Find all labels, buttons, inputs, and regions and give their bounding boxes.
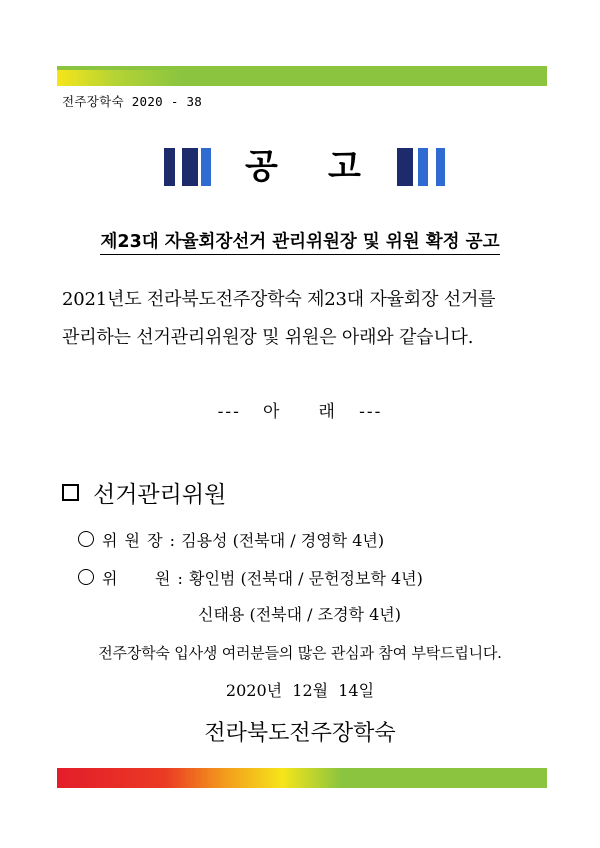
- left-middle-block: [182, 148, 198, 186]
- notice-char-1: 공: [245, 147, 278, 187]
- body-line-2: 관리하는 선거관리위원장 및 위원은 아래와 같습니다.: [62, 327, 474, 348]
- notice-subject: 제23대 자율회장선거 관리위원장 및 위원 확정 공고: [0, 228, 600, 253]
- top-color-bar: [57, 66, 547, 86]
- issuer-name: 전라북도전주장학숙: [204, 721, 396, 746]
- document-number: 전주장학숙 2020 - 38: [62, 94, 203, 109]
- member-detail: 황인범 (전북대 / 문헌정보학 4년): [189, 569, 423, 588]
- circle-bullet-icon: [78, 531, 94, 547]
- member-row-member: [78, 566, 423, 589]
- notice-char-2: 고: [328, 147, 361, 187]
- bottom-color-bar: [57, 768, 547, 788]
- member-label: 위 원 :: [102, 569, 184, 588]
- circle-bullet-icon: [78, 569, 94, 585]
- section-title: 선거관리위원: [93, 482, 227, 508]
- section-heading: [62, 476, 226, 509]
- left-inner-block: [201, 148, 211, 186]
- notice-heading: [0, 146, 600, 188]
- left-outer-block: [164, 148, 175, 186]
- right-inner-block: [397, 148, 413, 186]
- closing-request: 전주장학숙 입사생 여러분들의 많은 관심과 참여 부탁드립니다.: [98, 644, 502, 662]
- member-detail: 신태용 (전북대 / 조경학 4년): [198, 605, 401, 624]
- right-outer-block: [436, 148, 445, 186]
- right-middle-block: [418, 148, 428, 186]
- member-row-chair: [78, 528, 384, 551]
- member-label: 위 원 장 :: [102, 531, 177, 550]
- notice-date: 2020년 12월 14일: [225, 681, 375, 700]
- checkbox-icon: [62, 484, 79, 501]
- member-row-member-2: [198, 602, 401, 625]
- member-detail: 김용성 (전북대 / 경영학 4년): [181, 531, 385, 550]
- below-marker: --- 아 래 ---: [217, 402, 383, 422]
- body-line-1: 2021년도 전라북도전주장학숙 제23대 자율회장 선거를: [62, 289, 496, 310]
